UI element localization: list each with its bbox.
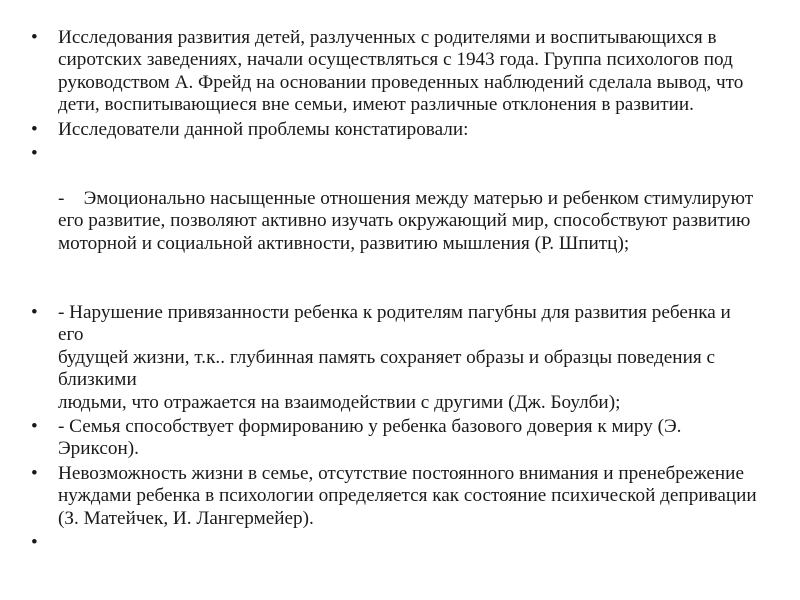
bullet-text (58, 119, 761, 141)
bullet-dot-icon: • (31, 531, 38, 553)
bullet-text (58, 463, 761, 530)
bullet-dot-icon: • (31, 462, 38, 484)
bullet-text (58, 302, 761, 414)
bullet-text (58, 27, 761, 117)
bullet-item (31, 463, 761, 530)
bullet-text (58, 143, 761, 300)
bullet-item (31, 416, 761, 461)
bullet-dot-icon: • (31, 143, 38, 165)
bullet-line: будущей жизни, т.к.. глубинная память сохраняет образы и образцы поведения с близкими (58, 346, 715, 391)
bullet-item (31, 532, 761, 554)
bullet-line: Исследователи данной проблемы констатировали: (58, 118, 469, 140)
bullet-text (58, 532, 761, 554)
bullet-line: - Эмоционально насыщенные отношения между матерью и ребенком стимулируют его развитие, позволяют активно изучать окружающий мир, способствуют развитию моторной и социальной активности, развитию мышления (Р. Шпитц); (58, 187, 758, 254)
bullet-item (31, 119, 761, 141)
bullet-dot-icon: • (31, 27, 38, 48)
bullet-line (58, 532, 761, 554)
bullet-item (31, 143, 761, 300)
bullet-item (31, 27, 761, 117)
bullet-item (31, 302, 761, 414)
bullet-line: - Нарушение привязанности ребенка к родителям пагубны для развития ребенка и его (58, 301, 731, 346)
bullet-line: Невозможность жизни в семье, отсутствие постоянного внимания и пренебрежение нуждами ребенка в психологии определяется как состояние психической депривации (З. Матейчек, И. Лангермейер). (58, 462, 757, 529)
bullet-line: Исследования развития детей, разлученных с родителями и воспитывающихся в сиротских заведениях, начали осуществляться с 1943 года. Группа психологов под руководством А. Фрейд на основании проведенных наблюдений сделала вывод, что дети, воспитывающиеся вне семьи, имеют различные отклонения в развитии. (58, 27, 744, 116)
bullet-line: людьми, что отражается на взаимодействии с другими (Дж. Боулби); (58, 391, 621, 413)
bullet-dot-icon: • (31, 415, 38, 437)
bullet-text (58, 416, 761, 461)
bullet-dot-icon: • (31, 118, 38, 140)
bullet-line: - Семья способствует формированию у ребенка базового доверия к миру (Э. Эриксон). (58, 415, 682, 460)
bullet-dot-icon: • (31, 301, 38, 323)
bullet-list (31, 27, 761, 556)
